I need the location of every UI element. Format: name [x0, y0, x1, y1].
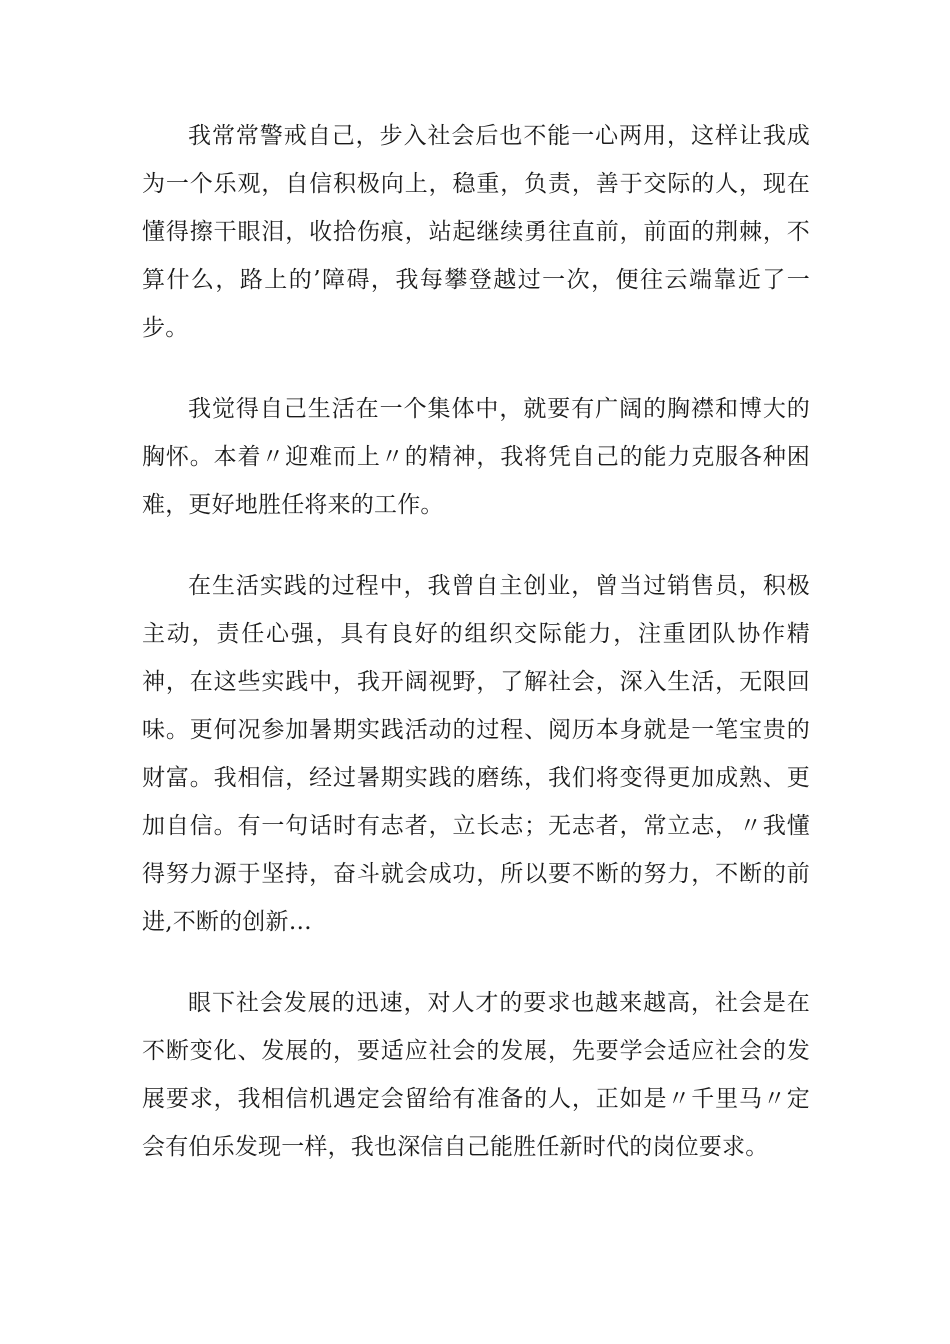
paragraph-2: 我觉得自己生活在一个集体中，就要有广阔的胸襟和博大的胸怀。本着〃迎难而上〃的精神，我将凭自己的能力克服各种困难，更好地胜任将来的工作。 — [142, 396, 810, 518]
paragraph-1: 我常常警戒自己，步入社会后也不能一心两用，这样让我成为一个乐观，自信积极向上，稳重，负责，善于交际的人，现在懂得擦干眼泪，收拾伤痕，站起继续勇往直前，前面的荆棘，不算什么，路上的’障碍，我每攀登越过一次，便往云端靠近了一步。 — [142, 123, 810, 341]
document-body — [142, 112, 810, 1204]
paragraph-3: 在生活实践的过程中，我曾自主创业，曾当过销售员，积极主动，责任心强，具有良好的组织交际能力，注重团队协作精神，在这些实践中，我开阔视野，了解社会，深入生活，无限回味。更何况参加暑期实践活动的过程、阅历本身就是一笔宝贵的财富。我相信，经过暑期实践的磨练，我们将变得更加成熟、更加自信。有一句话时有志者，立长志；无志者，常立志，〃我懂得努力源于坚持，奋斗就会成功，所以要不断的努力，不断的前进,不断的创新… — [142, 573, 810, 935]
paragraph-4: 眼下社会发展的迅速，对人才的要求也越来越高，社会是在不断变化、发展的，要适应社会的发展，先要学会适应社会的发展要求，我相信机遇定会留给有准备的人，正如是〃千里马〃定会有伯乐发现一样，我也深信自己能胜任新时代的岗位要求。 — [142, 990, 810, 1160]
